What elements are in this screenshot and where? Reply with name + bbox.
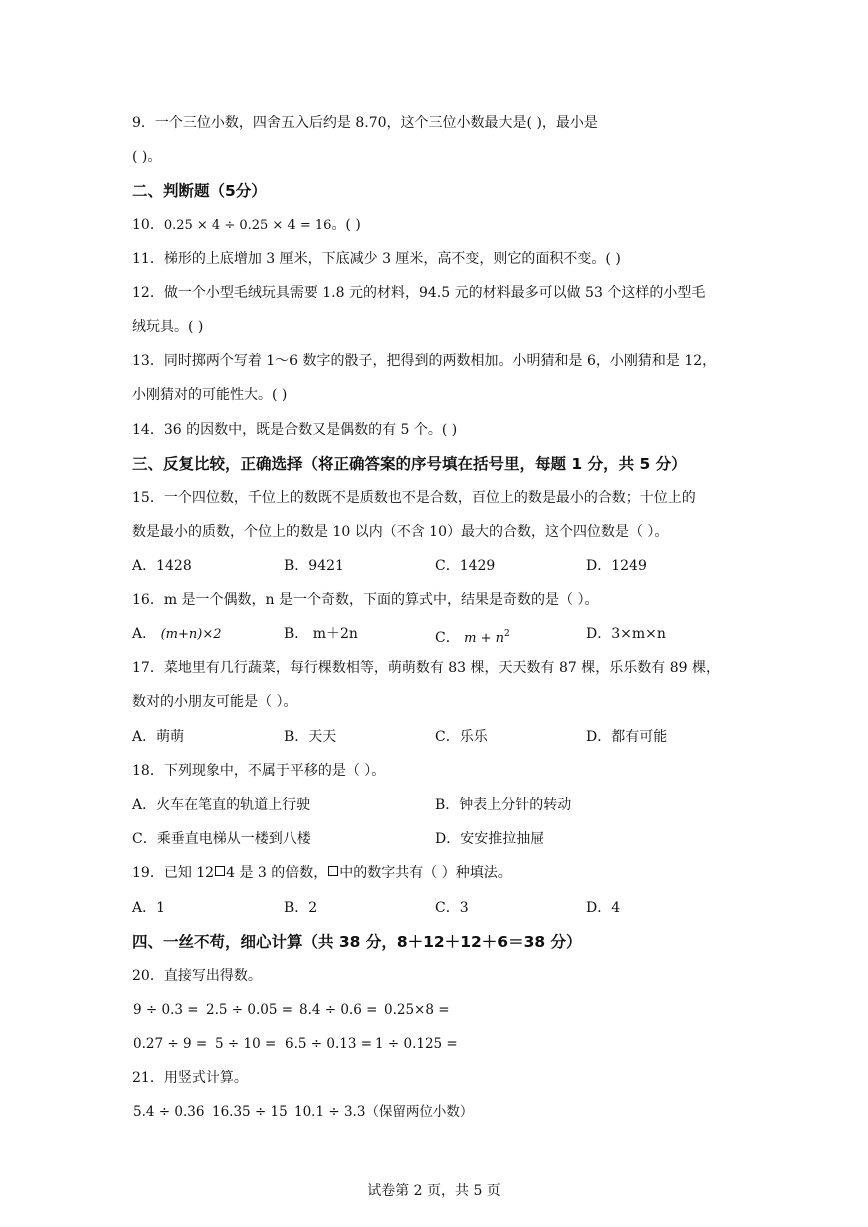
question-9-line1: 9．一个三位小数，四舍五入后约是 8.70，这个三位小数最大是( )，最小是 [132, 115, 598, 131]
question-19-stem-c: 中的数字共有（ ）种填法。 [339, 865, 512, 881]
question-17-option-c: C．乐乐 [435, 729, 488, 745]
question-16-stem: 16．m 是一个偶数，n 是一个奇数，下面的算式中，结果是奇数的是（ ）。 [132, 592, 599, 608]
question-19-option-c: C．3 [435, 900, 469, 916]
question-21-stem: 21．用竖式计算。 [132, 1070, 248, 1086]
page-footer: 试卷第 2 页，共 5 页 [367, 1183, 501, 1199]
q20-expr-5: 0.27 ÷ 9 = [133, 1036, 208, 1052]
question-20-stem: 20．直接写出得数。 [132, 968, 262, 984]
question-18-option-c: C．乘垂直电梯从一楼到八楼 [132, 831, 311, 847]
question-12-line1: 12．做一个小型毛绒玩具需要 1.8 元的材料，94.5 元的材料最多可以做 53 个这样的小型毛 [132, 285, 706, 301]
question-19-stem [132, 863, 512, 883]
question-18-option-d: D．安安推拉抽屉 [435, 831, 545, 847]
question-13-line1: 13．同时掷两个写着 1～6 数字的骰子，把得到的两数相加。小明猜和是 6，小刚猜和是 12， [132, 353, 717, 369]
question-16-option-c [435, 624, 510, 649]
question-16-option-d: D．3×m×n [586, 626, 666, 642]
question-14: 14．36 的因数中，既是合数又是偶数的有 5 个。( ) [132, 422, 458, 438]
question-19-option-a: A．1 [132, 900, 166, 916]
question-10 [132, 215, 361, 236]
question-19-option-d: D．4 [586, 900, 621, 916]
question-19-stem-b: 4 是 3 的倍数， [226, 865, 328, 881]
q20-expr-7: 6.5 ÷ 0.13 = [285, 1036, 373, 1052]
q21-expr-3: 10.1 ÷ 3.3（保留两位小数） [294, 1104, 474, 1120]
question-19-stem-a: 19．已知 12 [132, 865, 215, 881]
question-13-line2: 小刚猜对的可能性大。( ) [132, 387, 288, 403]
blank-box-icon [328, 866, 338, 876]
question-10-blank: 。( ) [331, 217, 361, 233]
q20-expr-8: 1 ÷ 0.125 = [375, 1036, 458, 1052]
q20-expr-3: 8.4 ÷ 0.6 = [299, 1002, 378, 1018]
section-4-heading: 四、一丝不苟，细心计算（共 38 分，8＋12＋12＋6＝38 分） [132, 933, 582, 951]
question-17-option-a: A．萌萌 [132, 729, 185, 745]
q20-expr-1: 9 ÷ 0.3 = [133, 1002, 199, 1018]
question-16-option-c-math: m + n [464, 631, 505, 646]
question-15-option-b: B．9421 [284, 558, 344, 574]
question-17-line2: 数对的小朋友可能是（ ）。 [132, 694, 298, 710]
question-15-line1: 15．一个四位数，千位上的数既不是质数也不是合数，百位上的数是最小的合数；十位上的 [132, 490, 696, 506]
question-10-number: 10． [132, 217, 164, 233]
q20-expr-2: 2.5 ÷ 0.05 = [206, 1002, 294, 1018]
question-16-option-b: B． m＋2n [284, 626, 358, 642]
question-17-line1: 17．菜地里有几行蔬菜，每行棵数相等，萌萌数有 83 棵，天天数有 87 棵，乐乐数有 89 棵， [132, 660, 720, 676]
q20-expr-4: 0.25×8 = [384, 1002, 450, 1018]
question-15-option-d: D．1249 [586, 558, 647, 574]
section-2-heading: 二、判断题（5分） [132, 182, 267, 200]
question-9-line2: ( )。 [132, 149, 162, 165]
question-16-option-a-label: A． [132, 626, 157, 642]
question-16-option-c-exponent: 2 [504, 629, 510, 639]
question-16-option-c-label: C． [435, 630, 460, 646]
question-15-option-c: C．1429 [435, 558, 496, 574]
question-10-expression: 0.25 × 4 ÷ 0.25 × 4 = 16 [163, 218, 332, 233]
question-16-option-a-math: (m+n)×2 [160, 627, 222, 642]
section-3-heading: 三、反复比较，正确选择（将正确答案的序号填在括号里，每题 1 分，共 5 分） [132, 455, 687, 473]
q20-expr-6: 5 ÷ 10 = [215, 1036, 277, 1052]
question-19-option-b: B．2 [284, 900, 318, 916]
q21-expr-2: 16.35 ÷ 15 [212, 1104, 288, 1120]
question-18-option-a: A．火车在笔直的轨道上行驶 [132, 797, 311, 813]
question-12-line2: 绒玩具。( ) [132, 319, 204, 335]
q21-expr-1: 5.4 ÷ 0.36 [133, 1104, 205, 1120]
blank-box-icon [215, 866, 225, 876]
question-18-stem: 18．下列现象中，不属于平移的是（ ）。 [132, 763, 386, 779]
question-17-option-b: B．天天 [284, 729, 337, 745]
question-16-option-a [132, 624, 221, 645]
question-15-line2: 数是最小的质数，个位上的数是 10 以内（不含 10）最大的合数，这个四位数是（ ）。 [132, 524, 669, 540]
question-11: 11．梯形的上底增加 3 厘米，下底减少 3 厘米，高不变，则它的面积不变。( ) [132, 251, 621, 267]
question-18-option-b: B．钟表上分针的转动 [435, 797, 572, 813]
question-15-option-a: A．1428 [132, 558, 192, 574]
question-17-option-d: D．都有可能 [586, 729, 668, 745]
